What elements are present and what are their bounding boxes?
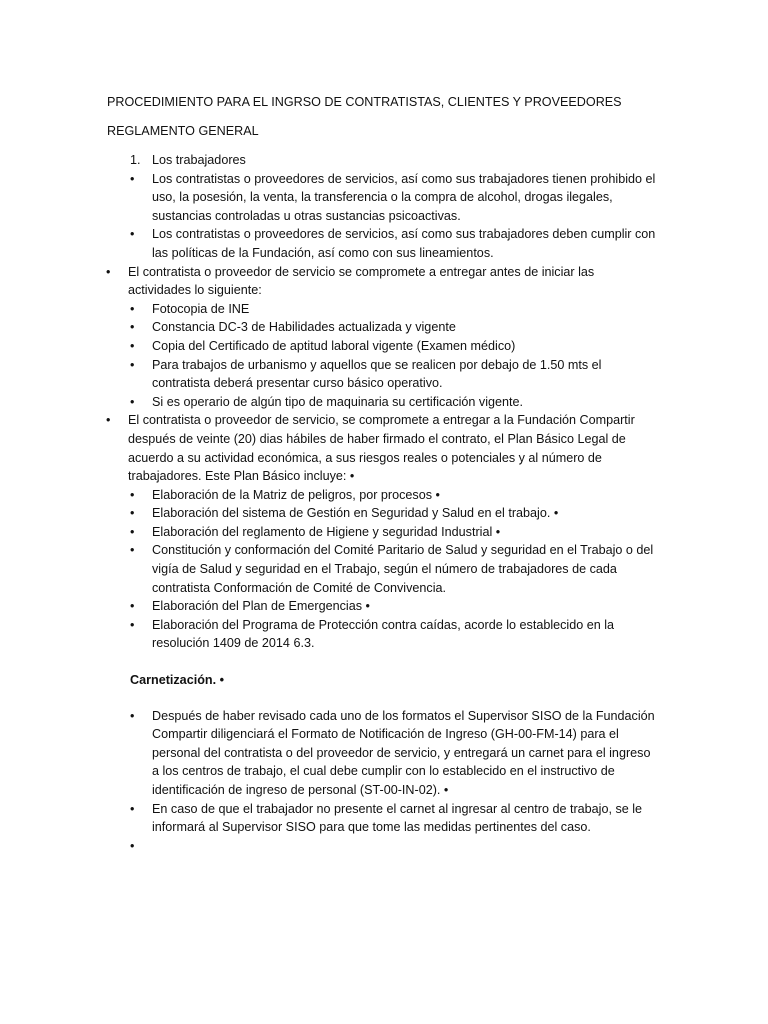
list-item: [0, 707, 657, 800]
bullet-icon: •: [130, 301, 135, 316]
item-text: Elaboración del Plan de Emergencias •: [152, 599, 370, 614]
bullet-icon: •: [130, 543, 135, 558]
section-heading-carnetizacion: Carnetización. •: [130, 673, 224, 688]
item-text: Elaboración del Programa de Protección contra caídas, acorde lo establecido en la resolución 1409 de 2014 6.3.: [152, 617, 615, 651]
item-text: Elaboración del reglamento de Higiene y seguridad Industrial •: [152, 524, 501, 539]
bullet-icon: •: [130, 599, 135, 614]
section-title-reglamento: REGLAMENTO GENERAL: [107, 124, 259, 138]
document-title: PROCEDIMIENTO PARA EL INGRSO DE CONTRATISTAS, CLIENTES Y PROVEEDORES: [107, 95, 622, 109]
list-item: [0, 523, 657, 542]
list-item: [0, 616, 657, 653]
bullet-icon: •: [130, 838, 135, 853]
bullet-icon: •: [130, 524, 135, 539]
numbered-item-trabajadores: [0, 151, 657, 170]
item-text: Elaboración del sistema de Gestión en Seguridad y Salud en el trabajo. •: [152, 506, 559, 521]
item-text: Los contratistas o proveedores de servicios, así como sus trabajadores tienen prohibido el uso, la posesión, la venta, la transferencia o la compra de alcohol, drogas ilegales, sustancias controladas u otras sustancias psicoactivas.: [152, 171, 656, 223]
item-text: Si es operario de algún tipo de maquinaria su certificación vigente.: [152, 394, 524, 409]
list-item: [0, 411, 657, 485]
list-item: [0, 300, 657, 319]
list-item: [0, 800, 657, 837]
list-item: [0, 318, 657, 337]
list-item: [0, 393, 657, 412]
item-text: Para trabajos de urbanismo y aquellos que se realicen por debajo de 1.50 mts el contratista deberá presentar curso básico operativo.: [152, 357, 602, 391]
item-text: Constancia DC-3 de Habilidades actualizada y vigente: [152, 320, 456, 335]
list-item-empty: [0, 837, 657, 856]
list-number: 1.: [130, 153, 141, 167]
bullet-icon: •: [130, 227, 135, 242]
bullet-icon: •: [130, 487, 135, 502]
item-text: Después de haber revisado cada uno de los formatos el Supervisor SISO de la Fundación Compartir diligenciará el Formato de Notificación de Ingreso (GH-00-FM-14) para el personal del contratista o del proveedor de servicio, y entregará un carnet para el ingreso a los centros de trabajo, el cual debe cumplir con lo establecido en el instructivo de identificación de ingreso de personal (ST-00-IN-02). •: [152, 708, 655, 797]
list-item: [0, 597, 657, 616]
bullet-icon: •: [130, 320, 135, 335]
item-text: Copia del Certificado de aptitud laboral vigente (Examen médico): [152, 338, 516, 353]
bullet-icon: •: [106, 413, 111, 428]
list-item: [0, 504, 657, 523]
item-text: Fotocopia de INE: [152, 301, 250, 316]
list-item: [0, 225, 657, 262]
item-text: En caso de que el trabajador no presente el carnet al ingresar al centro de trabajo, se le informará al Supervisor SISO para que tome las medidas pertinentes del caso.: [152, 801, 643, 835]
item-text: Los contratistas o proveedores de servicios, así como sus trabajadores deben cumplir con las políticas de la Fundación, así como con sus lineamientos.: [152, 227, 656, 260]
list-item: [0, 337, 657, 356]
list-item: [0, 170, 657, 226]
item-text: Los trabajadores: [152, 153, 246, 167]
bullet-icon: •: [106, 264, 111, 279]
item-text: El contratista o proveedor de servicio, se compromete a entregar a la Fundación Compartir después de veinte (20) dias hábiles de haber firmado el contrato, el Plan Básico Legal de acuerdo a su actividad económica, a sus riesgos reales o potenciales y al número de trabajadores. Este Plan Básico incluye: •: [128, 413, 635, 484]
bullet-icon: •: [130, 801, 135, 816]
bullet-icon: •: [130, 338, 135, 353]
item-text: El contratista o proveedor de servicio se compromete a entregar antes de iniciar las actividades lo siguiente:: [128, 264, 595, 298]
item-text: Elaboración de la Matriz de peligros, por procesos •: [152, 487, 440, 502]
list-item: [0, 486, 657, 505]
bullet-icon: •: [130, 708, 135, 723]
bullet-icon: •: [130, 506, 135, 521]
regulation-list: [0, 151, 768, 855]
bullet-icon: •: [130, 394, 135, 409]
bullet-icon: •: [130, 357, 135, 372]
list-item: [0, 356, 657, 393]
list-item: [0, 541, 657, 597]
bullet-icon: •: [130, 171, 135, 186]
list-item: [0, 263, 657, 300]
item-text: Constitución y conformación del Comité Paritario de Salud y seguridad en el Trabajo o del vigía de Salud y seguridad en el Trabajo, según el número de trabajadores de cada contratista Conformación de Comité de Convivencia.: [152, 543, 654, 595]
bullet-icon: •: [130, 617, 135, 632]
